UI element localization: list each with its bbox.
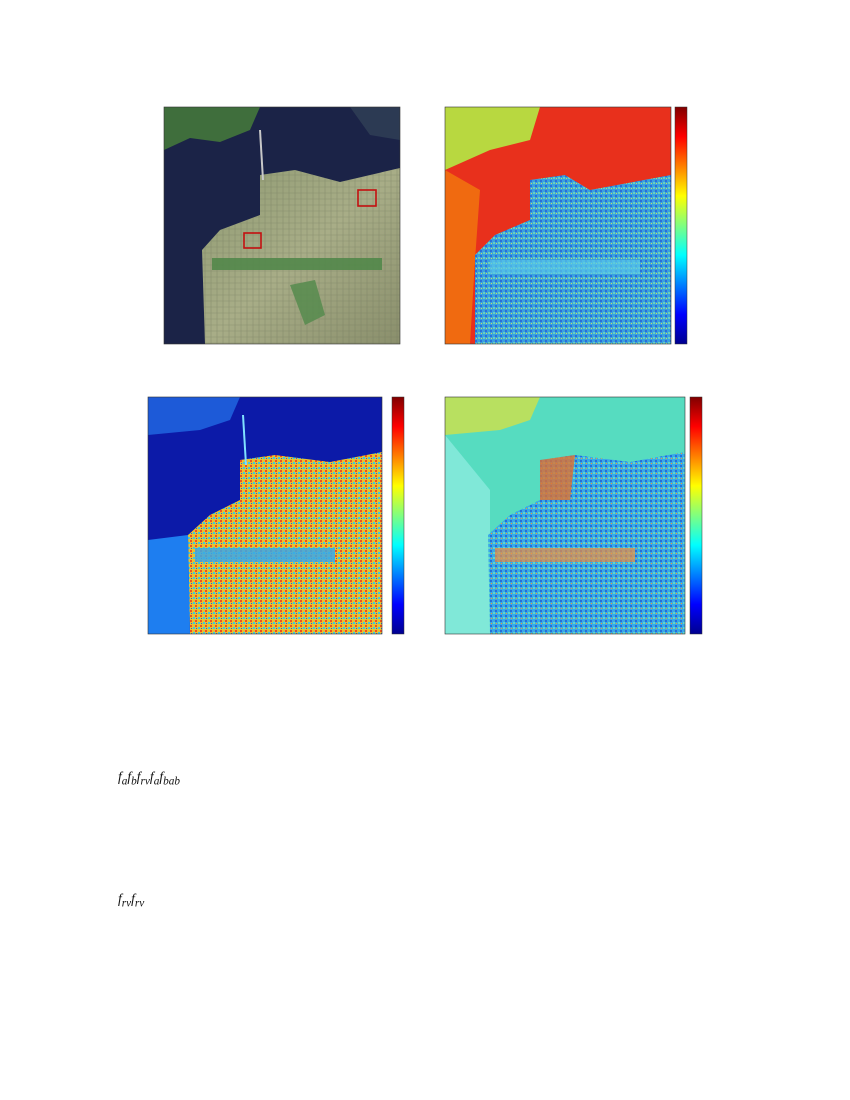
colorbar-d: [690, 397, 702, 634]
figure-panel-d: [400, 390, 720, 670]
figure-panel-b: [400, 100, 720, 380]
dihedral-similarity-image: [100, 390, 420, 640]
colorbar-b: [675, 107, 687, 344]
figure-panel-a: [100, 100, 420, 380]
pauli-rgb-image: [100, 100, 420, 350]
paragraph-1: $f_af_bf_{rv}f_af_{bab}$: [118, 769, 180, 788]
volume-similarity-image: [400, 390, 720, 640]
paragraph-2: $f_{rv}f_{rv}$: [118, 891, 145, 910]
trihedral-similarity-image: [400, 100, 720, 350]
figure-panel-c: [100, 390, 420, 670]
